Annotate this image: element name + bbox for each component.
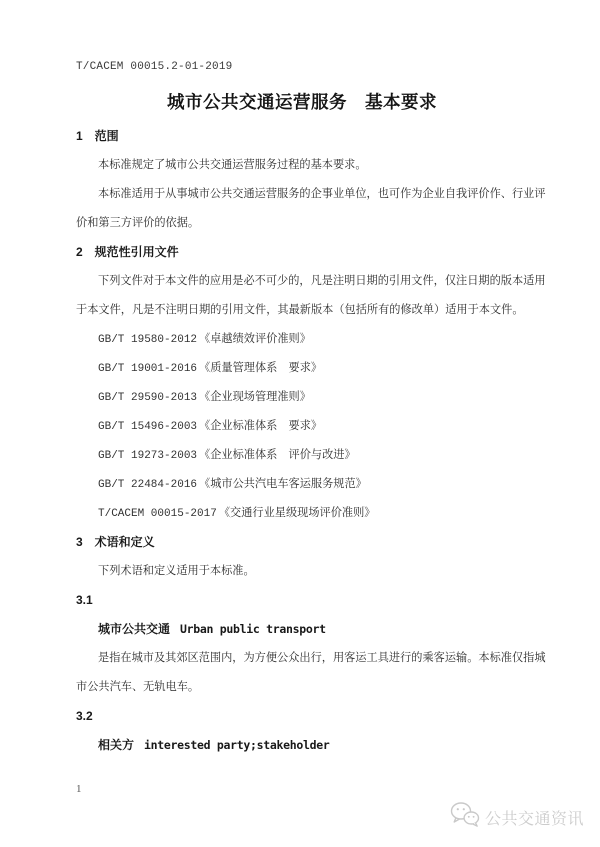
term-1-definition: 市公共汽车、无轨电车。 [76,681,200,693]
term-1-name-zh: 城市公共交通 [98,622,171,636]
term-2-title [76,731,528,760]
reference-code: GB/T 19001-2016 [98,363,198,375]
section-2-heading: 2 规范性引用文件 [76,245,179,259]
section-1-paragraph: 本标准规定了城市公共交通运营服务过程的基本要求。 [98,159,367,171]
reference-item [76,325,528,354]
wechat-logo-icon [450,801,480,833]
reference-item [76,470,528,499]
document-body [76,122,546,760]
reference-title: 《城市公共汽电车客运服务规范》 [199,478,367,490]
section-1-heading: 1 范围 [76,129,119,143]
reference-title: 《质量管理体系 要求》 [199,362,323,374]
reference-code: GB/T 19273-2003 [98,450,198,462]
watermark [450,801,584,833]
document-title: 城市公共交通运营服务 基本要求 [167,92,437,112]
reference-code: GB/T 19580-2012 [98,334,198,346]
term-1-number: 3.1 [76,593,93,607]
term-1-name-en: Urban public transport [180,622,326,636]
reference-code: GB/T 29590-2013 [98,392,198,404]
term-2-number: 3.2 [76,709,93,723]
reference-title: 《卓越绩效评价准则》 [199,333,311,345]
section-3-heading: 3 术语和定义 [76,535,155,549]
section-3-paragraph: 下列术语和定义适用于本标准。 [98,565,255,577]
reference-code: GB/T 22484-2016 [98,479,198,491]
reference-item [76,499,528,528]
term-1-title [76,615,528,644]
reference-title: 《企业标准体系 要求》 [199,420,323,432]
reference-code: T/CACEM 00015-2017 [98,508,217,520]
section-1-paragraph: 本标准适用于从事城市公共交通运营服务的企事业单位，也可作为企业自我评价作、行业评 [98,188,546,200]
term-2-name-zh: 相关方 [98,738,135,752]
reference-title: 《企业现场管理准则》 [199,391,311,403]
reference-title: 《企业标准体系 评价与改进》 [199,449,356,461]
term-2-name-en: interested party;stakeholder [144,738,330,752]
term-1-definition: 是指在城市及其郊区范围内，为方便公众出行，用客运工具进行的乘客运输。本标准仅指城 [98,652,546,664]
reference-item [76,354,528,383]
section-1-paragraph: 价和第三方评价的依据。 [76,217,200,229]
reference-item [76,383,528,412]
section-2-paragraph: 下列文件对于本文件的应用是必不可少的，凡是注明日期的引用文件，仅注日期的版本适用 [98,275,546,287]
watermark-label: 公共交通资讯 [484,810,584,828]
page-number: 1 [76,783,82,795]
reference-item [76,441,528,470]
standard-code: T/CACEM 00015.2-01-2019 [76,61,233,73]
section-2-paragraph: 于本文件，凡是不注明日期的引用文件，其最新版本（包括所有的修改单）适用于本文件。 [76,304,524,316]
reference-title: 《交通行业星级现场评价准则》 [218,507,376,519]
reference-code: GB/T 15496-2003 [98,421,198,433]
reference-item [76,412,528,441]
